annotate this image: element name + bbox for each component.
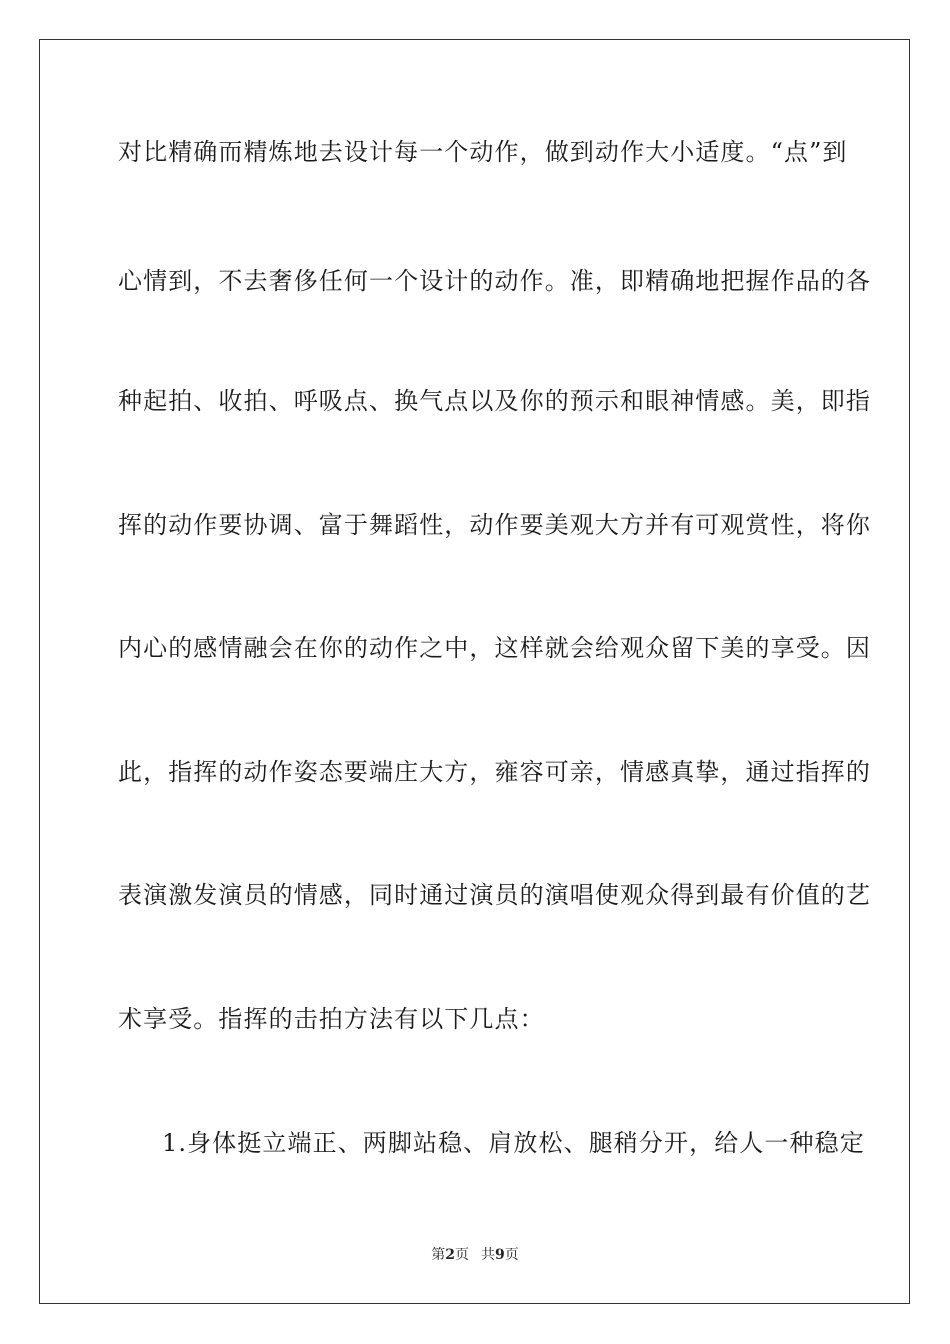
body-text-line: 心情到，不去奢侈任何一个设计的动作。准，即精确地把握作品的各 <box>118 267 871 295</box>
page-footer <box>0 1246 950 1264</box>
body-text-line: 表演激发演员的情感，同时通过演员的演唱使观众得到最有价值的艺 <box>118 881 871 909</box>
body-text-line: 此，指挥的动作姿态要端庄大方，雍容可亲，情感真挚，通过指挥的 <box>118 758 871 786</box>
body-text-line: 挥的动作要协调、富于舞蹈性，动作要美观大方并有可观赏性，将你 <box>118 511 871 539</box>
body-text-line: 内心的感情融会在你的动作之中，这样就会给观众留下美的享受。因 <box>118 634 871 662</box>
body-text-line: 种起拍、收拍、呼吸点、换气点以及你的预示和眼神情感。美，即指 <box>118 387 871 415</box>
total-pages-suffix: 页 <box>504 1247 519 1263</box>
numbered-paragraph-line: 1.身体挺立端正、两脚站稳、肩放松、腿稍分开，给人一种稳定 <box>162 1129 865 1157</box>
body-text-line: 对比精确而精炼地去设计每一个动作，做到动作大小适度。“点”到 <box>118 138 848 166</box>
page-number-suffix: 页 <box>455 1247 469 1263</box>
total-pages-prefix: 共 <box>481 1247 495 1263</box>
total-page-count: 9 <box>495 1247 505 1263</box>
page-number-prefix: 第 <box>431 1247 446 1263</box>
page-border <box>39 39 910 1304</box>
current-page-number: 2 <box>445 1247 455 1263</box>
body-text-line: 术享受。指挥的击拍方法有以下几点： <box>118 1005 545 1033</box>
